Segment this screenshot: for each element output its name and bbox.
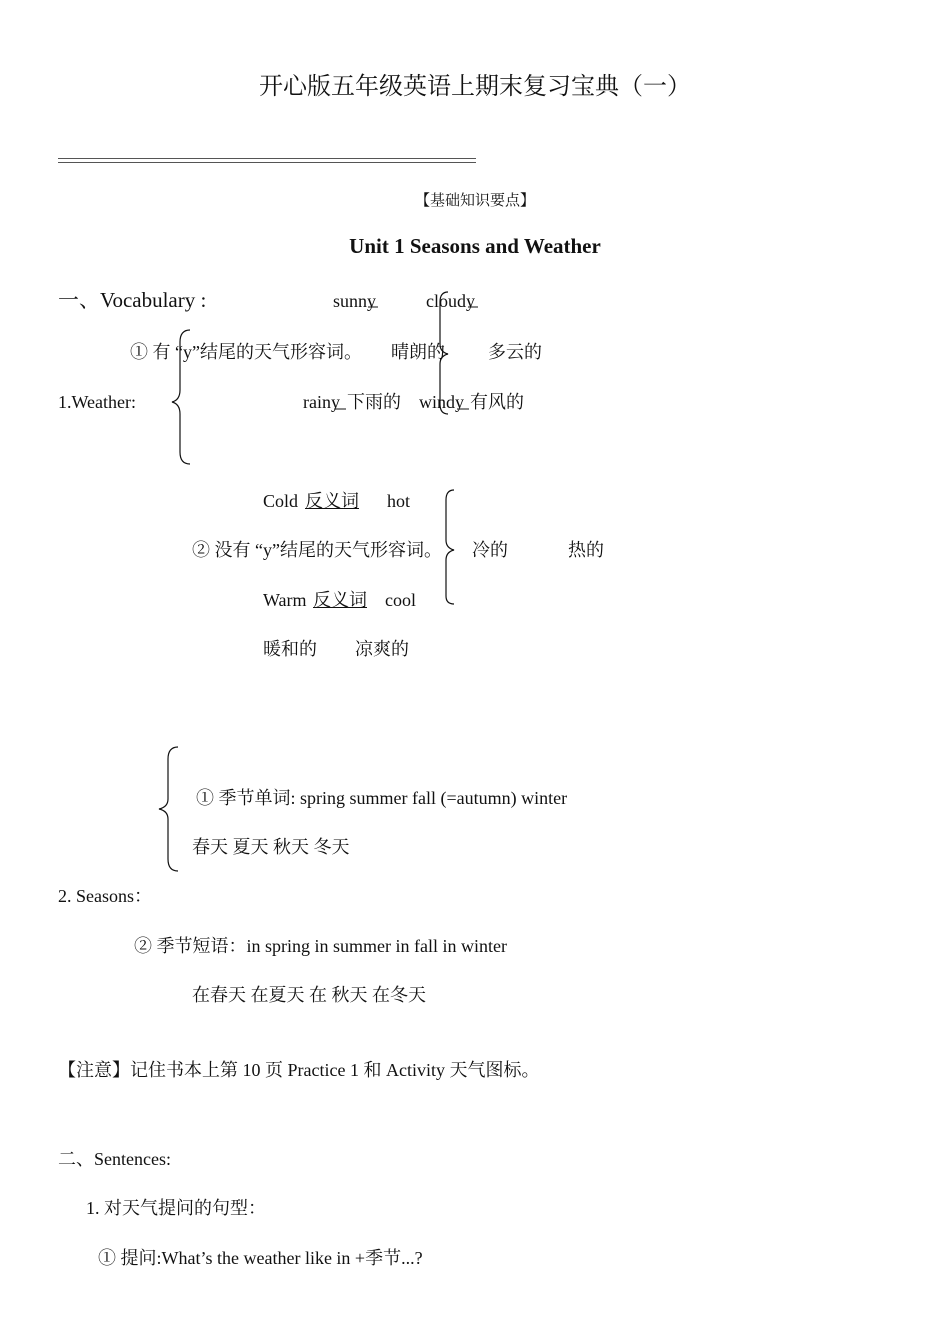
warm-chinese: 暖和的 <box>263 639 317 659</box>
sentence-item-1: 1. 对天气提问的句型： <box>86 1198 266 1218</box>
rainy-chinese: 下雨的 <box>347 392 401 412</box>
no-y-words-brace <box>440 488 470 608</box>
question-pattern: ① 提问:What’s the weather like in +季节...? <box>98 1248 423 1268</box>
weather-left-brace <box>170 328 200 468</box>
word-cloudy: cloudy <box>426 291 475 311</box>
antonym-label-2: 反义词 <box>313 590 367 610</box>
y-words-right-brace <box>436 290 466 420</box>
page-title: 开心版五年级英语上期末复习宝典（一） <box>259 74 691 100</box>
season-words: ① 季节单词: spring summer fall (=autumn) winter <box>196 788 568 808</box>
season-phrases-chinese: 在春天 在夏天 在 秋天 在冬天 <box>192 985 426 1005</box>
seasons-label: 2. Seasons： <box>58 886 152 906</box>
y-ending-rule: ① 有 “y”结尾的天气形容词。 <box>130 342 362 362</box>
vocab-heading: 一、Vocabulary : <box>58 288 207 312</box>
hot-chinese: 热的 <box>568 540 604 560</box>
word-hot: hot <box>387 491 411 511</box>
season-words-chinese: 春天 夏天 秋天 冬天 <box>192 837 350 857</box>
word-sunny: sunny <box>333 291 377 311</box>
no-y-ending-rule: ② 没有 “y”结尾的天气形容词。 <box>192 540 442 560</box>
weather-label: 1.Weather: <box>58 392 137 412</box>
sentences-heading: 二、Sentences: <box>58 1149 171 1169</box>
word-warm: Warm <box>263 590 307 610</box>
y-underline-marks <box>0 0 950 420</box>
windy-chinese: 有风的 <box>470 392 524 412</box>
section-label: 【基础知识要点】 <box>414 193 535 209</box>
cool-chinese: 凉爽的 <box>355 639 409 659</box>
seasons-left-brace <box>156 745 186 875</box>
season-phrases: ② 季节短语：in spring in summer in fall in winter <box>134 936 507 956</box>
antonym-label-1: 反义词 <box>305 491 359 511</box>
word-cold: Cold <box>263 491 299 511</box>
word-windy: windy <box>419 392 464 412</box>
sunny-chinese: 晴朗的 <box>391 342 445 362</box>
note-text: 【注意】记住书本上第 10 页 Practice 1 和 Activity 天气图标。 <box>58 1060 540 1080</box>
word-rainy: rainy <box>303 392 340 412</box>
cloudy-chinese: 多云的 <box>488 342 542 362</box>
unit-title: Unit 1 Seasons and Weather <box>349 234 601 258</box>
word-cool: cool <box>385 590 416 610</box>
cold-chinese: 冷的 <box>472 540 508 560</box>
